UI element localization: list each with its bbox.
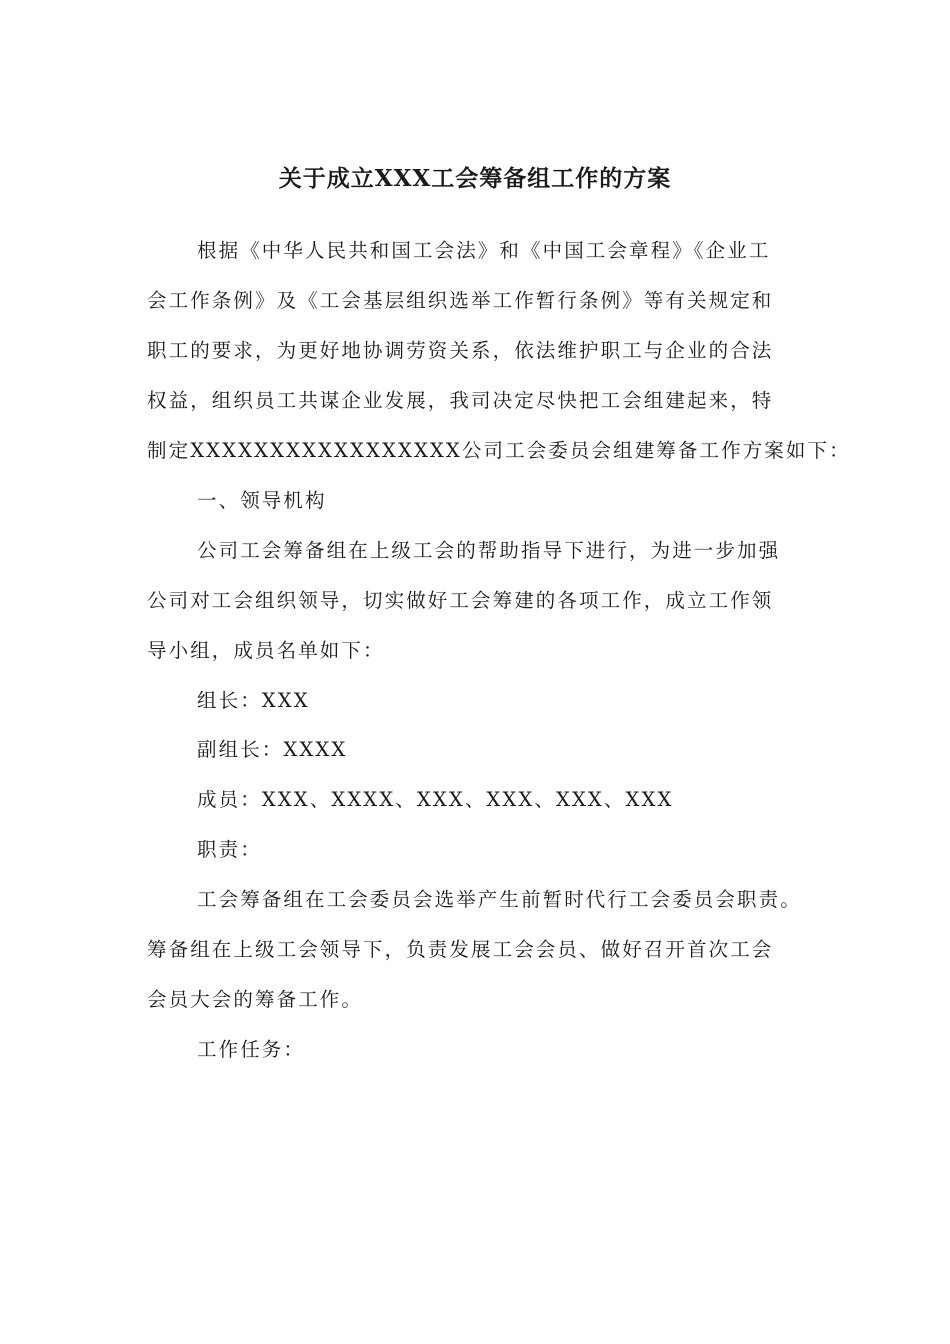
paragraph-line: 工会筹备组在工会委员会选举产生前暂时代行工会委员会职责。 — [197, 888, 802, 911]
paragraph-line: 权益，组织员工共谋企业发展，我司决定尽快把工会组建起来，特 — [147, 389, 774, 412]
paragraph-line: 制定XXXXXXXXXXXXXXXXX公司工会委员会组建筹备工作方案如下： — [147, 439, 851, 462]
leader-line: 组长：XXX — [197, 689, 310, 712]
members-line: 成员：XXX、XXXX、XXX、XXX、XXX、XXX — [197, 788, 674, 811]
paragraph-line: 职工的要求，为更好地协调劳资关系，依法维护职工与企业的合法 — [147, 339, 774, 362]
tasks-heading: 工作任务： — [197, 1038, 306, 1061]
paragraph-line: 筹备组在上级工会领导下，负责发展工会会员、做好召开首次工会 — [147, 938, 774, 961]
paragraph-line: 会员大会的筹备工作。 — [147, 988, 364, 1011]
document-title: 关于成立XXX工会筹备组工作的方案 — [278, 165, 672, 192]
paragraph-line: 会工作条例》及《工会基层组织选举工作暂行条例》等有关规定和 — [147, 289, 774, 312]
paragraph-line: 公司对工会组织领导，切实做好工会筹建的各项工作，成立工作领 — [147, 589, 774, 612]
duties-heading: 职责： — [197, 838, 262, 861]
deputy-leader-line: 副组长：XXXX — [197, 738, 348, 761]
paragraph-line: 导小组，成员名单如下： — [147, 639, 385, 662]
section-heading: 一、领导机构 — [197, 489, 327, 512]
paragraph-line: 根据《中华人民共和国工会法》和《中国工会章程》《企业工 — [197, 239, 771, 262]
paragraph-line: 公司工会筹备组在上级工会的帮助指导下进行，为进一步加强 — [197, 539, 781, 562]
